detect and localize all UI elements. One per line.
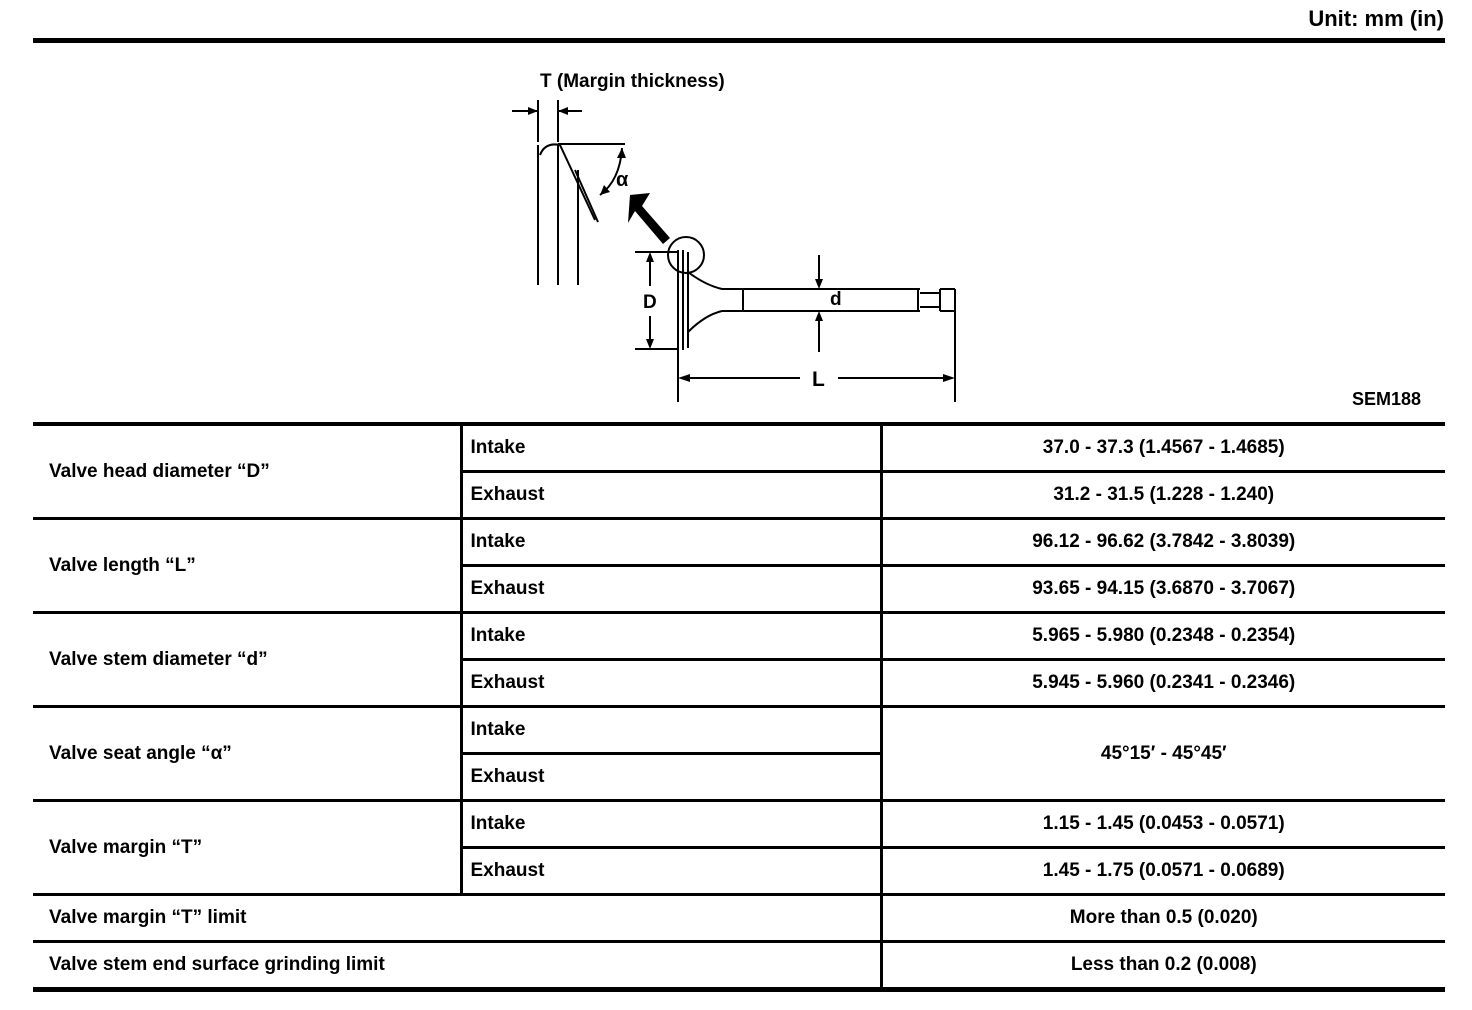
value-cell: 1.45 - 1.75 (0.0571 - 0.0689)	[881, 848, 1445, 895]
exhaust-label-cell: Exhaust	[461, 848, 881, 895]
exhaust-label-cell: Exhaust	[461, 566, 881, 613]
table-row	[33, 424, 1445, 472]
exhaust-label-cell: Exhaust	[461, 472, 881, 519]
value-cell: 93.65 - 94.15 (3.6870 - 3.7067)	[881, 566, 1445, 613]
value-cell: 5.965 - 5.980 (0.2348 - 0.2354)	[881, 613, 1445, 660]
param-cell: Valve margin “T”	[33, 801, 461, 895]
stem-d-arrow-head	[815, 311, 823, 321]
top-rule	[33, 38, 1445, 43]
value-cell: 1.15 - 1.45 (0.0453 - 0.0571)	[881, 801, 1445, 848]
intake-label-cell: Intake	[461, 613, 881, 660]
unit-label: Unit: mm (in)	[1308, 6, 1444, 31]
param-cell: Valve stem diameter “d”	[33, 613, 461, 707]
value-cell: 37.0 - 37.3 (1.4567 - 1.4685)	[881, 424, 1445, 472]
value-cell: 45°15′ - 45°45′	[881, 707, 1445, 801]
table-row	[33, 895, 1445, 942]
value-cell: 31.2 - 31.5 (1.228 - 1.240)	[881, 472, 1445, 519]
intake-label-cell: Intake	[461, 707, 881, 754]
table-row	[33, 519, 1445, 566]
d-arrow-head	[646, 339, 654, 349]
param-cell: Valve length “L”	[33, 519, 461, 613]
param-cell: Valve head diameter “D”	[33, 424, 461, 519]
d-arrow-head	[646, 252, 654, 262]
table-row	[33, 801, 1445, 848]
value-cell: Less than 0.2 (0.008)	[881, 942, 1445, 990]
detail-face-curve	[540, 144, 595, 220]
figure-reference: SEM188	[1352, 389, 1422, 409]
param-cell: Valve margin “T” limit	[33, 895, 881, 942]
detail-pointer-arrow	[628, 193, 670, 244]
stem-diameter-label: d	[830, 289, 842, 310]
param-cell: Valve seat angle “α”	[33, 707, 461, 801]
intake-label-cell: Intake	[461, 801, 881, 848]
value-cell: 5.945 - 5.960 (0.2341 - 0.2346)	[881, 660, 1445, 707]
l-arrow-head	[678, 374, 690, 382]
value-cell: More than 0.5 (0.020)	[881, 895, 1445, 942]
exhaust-label-cell: Exhaust	[461, 660, 881, 707]
valve-diagram	[500, 60, 1000, 410]
alpha-label: α	[616, 169, 629, 191]
table-row	[33, 942, 1445, 990]
exhaust-label-cell: Exhaust	[461, 754, 881, 801]
length-label: L	[812, 368, 825, 391]
intake-label-cell: Intake	[461, 424, 881, 472]
valve-fillet-upper	[688, 272, 740, 289]
valve-fillet-lower	[688, 311, 740, 332]
table-row	[33, 707, 1445, 754]
intake-label-cell: Intake	[461, 519, 881, 566]
l-arrow-head	[943, 374, 955, 382]
stem-d-arrow-head	[815, 279, 823, 289]
value-cell: 96.12 - 96.62 (3.7842 - 3.8039)	[881, 519, 1445, 566]
valve-spec-table	[33, 422, 1445, 992]
head-diameter-label: D	[643, 292, 657, 313]
margin-thickness-label: T (Margin thickness)	[540, 71, 725, 92]
t-arrow-head	[558, 107, 568, 115]
detail-circle	[668, 237, 704, 273]
table-row	[33, 613, 1445, 660]
alpha-arrow-head	[617, 148, 626, 158]
t-arrow-head	[528, 107, 538, 115]
param-cell: Valve stem end surface grinding limit	[33, 942, 881, 990]
